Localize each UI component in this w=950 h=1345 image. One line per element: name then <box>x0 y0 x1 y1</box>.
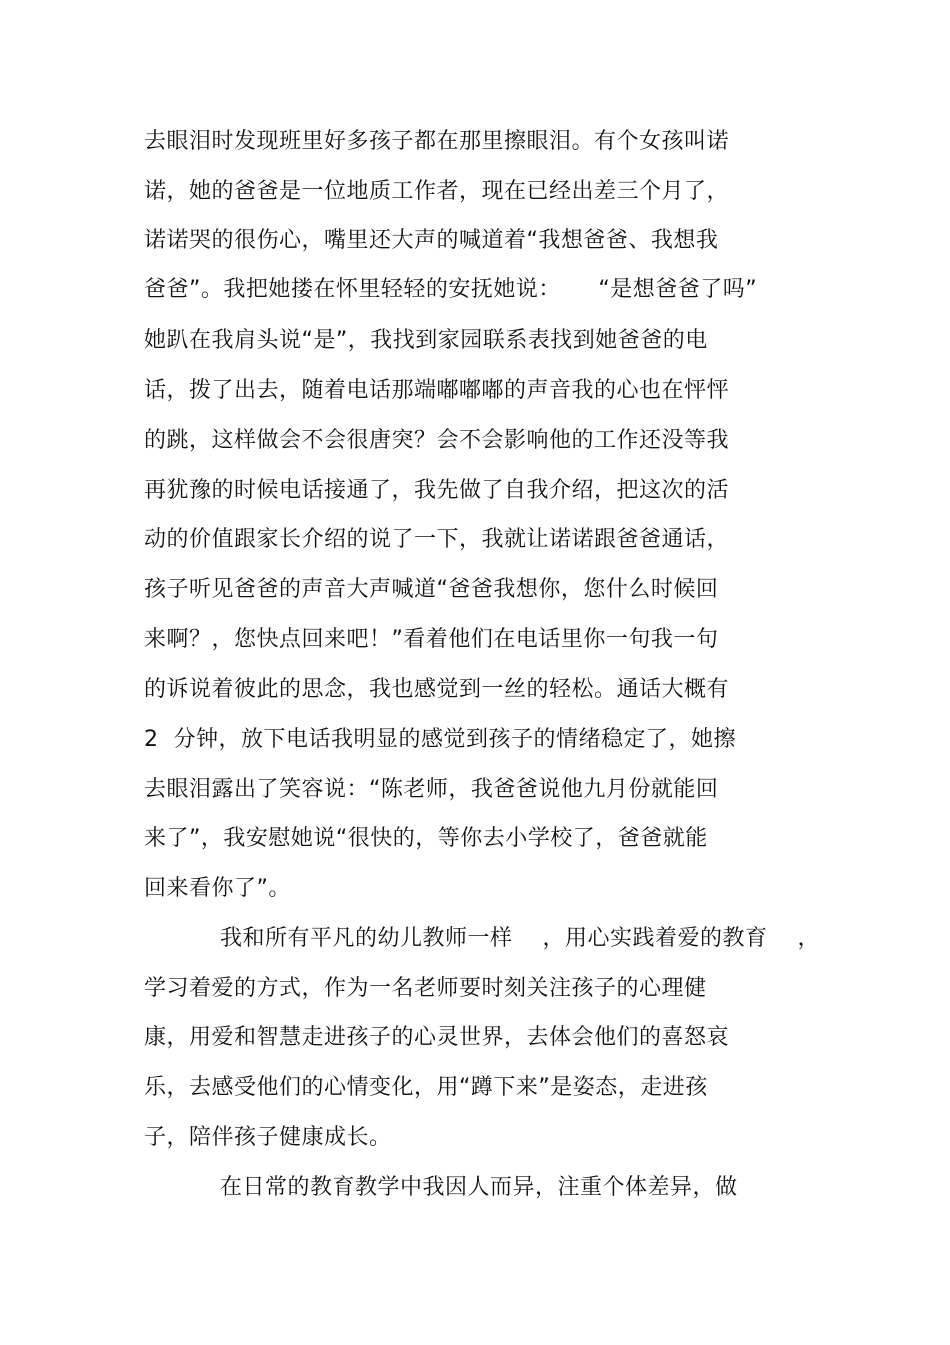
text-line: 诺诺哭的很伤心，嘴里还大声的喊道着“我想爸爸、我想我 <box>144 228 719 253</box>
text-line: 康，用爱和智慧走进孩子的心灵世界，去体会他们的喜怒哀 <box>144 1025 730 1050</box>
text-line: 的跳，这样做会不会很唐突？会不会影响他的工作还没等我 <box>144 428 730 453</box>
text-line: 爸爸”。我把她搂在怀里轻轻的安抚她说： “是想爸爸了吗” <box>144 277 758 302</box>
text-line: 诺，她的爸爸是一位地质工作者，现在已经出差三个月了， <box>144 179 730 204</box>
text-line: 来啊？，您快点回来吧！”看着他们在电话里你一句我一句 <box>144 627 719 652</box>
text-line: 2 分钟，放下电话我明显的感觉到孩子的情绪稳定了，她擦 <box>144 727 736 752</box>
text-line: 话，拨了出去，随着电话那端嘟嘟嘟的声音我的心也在怦怦 <box>144 378 730 403</box>
text-line: 乐，去感受他们的心情变化，用“蹲下来”是姿态，走进孩 <box>144 1075 708 1100</box>
paragraph-first-line: 在日常的教育教学中我因人而异，注重个体差异，做 <box>220 1175 738 1200</box>
text-line: 去眼泪时发现班里好多孩子都在那里擦眼泪。有个女孩叫诺 <box>144 129 730 154</box>
text-line: 来了”，我安慰她说“很快的，等你去小学校了，爸爸就能 <box>144 826 708 851</box>
text-line: 去眼泪露出了笑容说：“陈老师，我爸爸说他九月份就能回 <box>144 777 719 802</box>
text-line: 再犹豫的时候电话接通了，我先做了自我介绍，把这次的活 <box>144 478 730 503</box>
text-line: 学习着爱的方式，作为一名老师要时刻关注孩子的心理健 <box>144 976 707 1001</box>
text-line: 回来看你了”。 <box>144 876 291 901</box>
text-line: 孩子听见爸爸的声音大声喊道“爸爸我想你，您什么时候回 <box>144 577 719 602</box>
text-line: 的诉说着彼此的思念，我也感觉到一丝的轻松。通话大概有 <box>144 677 730 702</box>
text-line: 动的价值跟家长介绍的说了一下，我就让诺诺跟爸爸通话， <box>144 527 730 552</box>
text-line: 她趴在我肩头说“是”，我找到家园联系表找到她爸爸的电 <box>144 328 708 353</box>
text-line: 子，陪伴孩子健康成长。 <box>144 1125 392 1150</box>
paragraph-first-line: 我和所有平凡的幼儿教师一样 ，用心实践着爱的教育 ， <box>220 926 820 951</box>
